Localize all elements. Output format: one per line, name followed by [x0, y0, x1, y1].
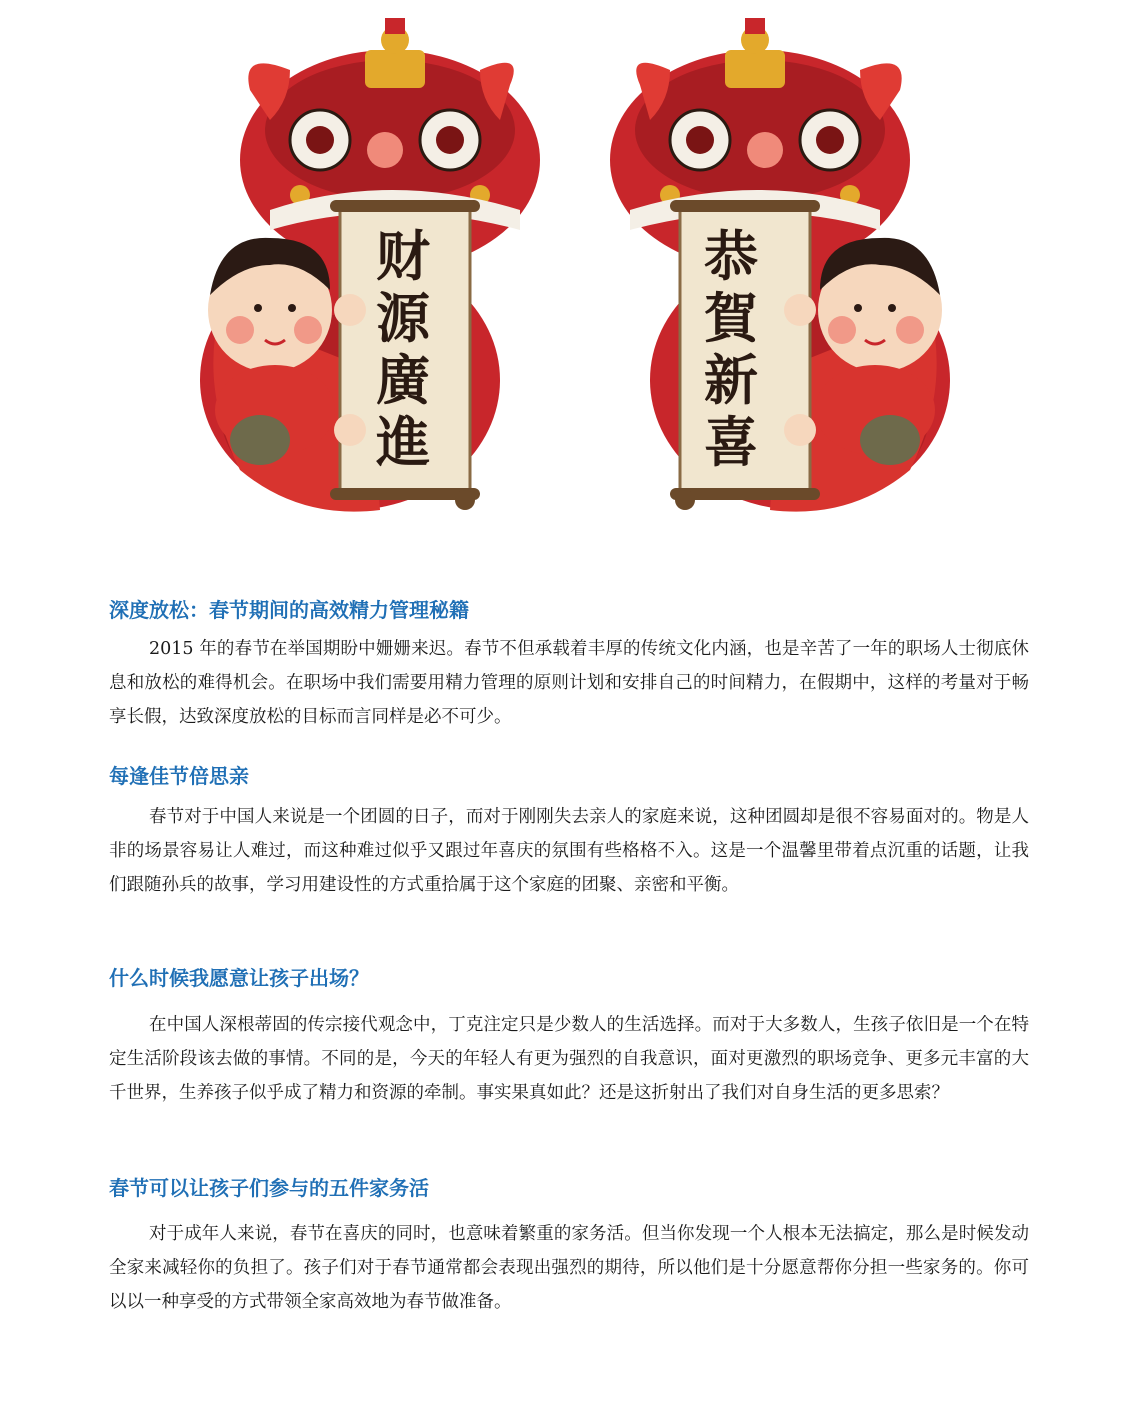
- lion-dance-illustration: [180, 10, 1040, 530]
- right-lion-dance-figure: [610, 10, 970, 530]
- left-lion-dance-figure: [180, 10, 540, 530]
- section-title-children: 什么时候我愿意让孩子出场？: [109, 966, 369, 990]
- section-body-missing-family: 春节对于中国人来说是一个团圆的日子，而对于刚刚失去亲人的家庭来说，这种团圆却是很不容易面对的。物是人非的场景容易让人难过，而这种难过似乎又跟过年喜庆的氛围有些格格不入。这是一个温馨里带着点沉重的话题，让我们跟随孙兵的故事，学习用建设性的方式重拾属于这个家庭的团聚、亲密和平衡。: [109, 807, 1029, 895]
- left-scroll-text: 财源廣進: [376, 224, 430, 474]
- section-body-relaxation: 2015 年的春节在举国期盼中姗姗来迟。春节不但承载着丰厚的传统文化内涵，也是辛苦了一年的职场人士彻底休息和放松的难得机会。在职场中我们需要用精力管理的原则计划和安排自己的时间精力，在假期中，这样的考量对于畅享长假，达致深度放松的目标而言同样是必不可少。: [109, 639, 1029, 727]
- right-lion-drawing: [610, 10, 970, 530]
- section-title-relaxation: 深度放松：春节期间的高效精力管理秘籍: [109, 598, 469, 622]
- left-lion-drawing: [180, 10, 540, 530]
- section-title-missing-family: 每逢佳节倍思亲: [109, 764, 249, 788]
- right-scroll-text: 恭賀新喜: [704, 224, 758, 474]
- section-body-chores: 对于成年人来说，春节在喜庆的同时，也意味着繁重的家务活。但当你发现一个人根本无法搞定，那么是时候发动全家来减轻你的负担了。孩子们对于春节通常都会表现出强烈的期待，所以他们是十分愿意帮你分担一些家务的。你可以以一种享受的方式带领全家高效地为春节做准备。: [109, 1224, 1029, 1312]
- section-body-children: 在中国人深根蒂固的传宗接代观念中，丁克注定只是少数人的生活选择。而对于大多数人，生孩子依旧是一个在特定生活阶段该去做的事情。不同的是，今天的年轻人有更为强烈的自我意识，面对更激烈的职场竞争、更多元丰富的大千世界，生养孩子似乎成了精力和资源的牵制。事实果真如此？还是这折射出了我们对自身生活的更多思索？: [109, 1015, 1029, 1103]
- section-title-chores: 春节可以让孩子们参与的五件家务活: [109, 1176, 429, 1200]
